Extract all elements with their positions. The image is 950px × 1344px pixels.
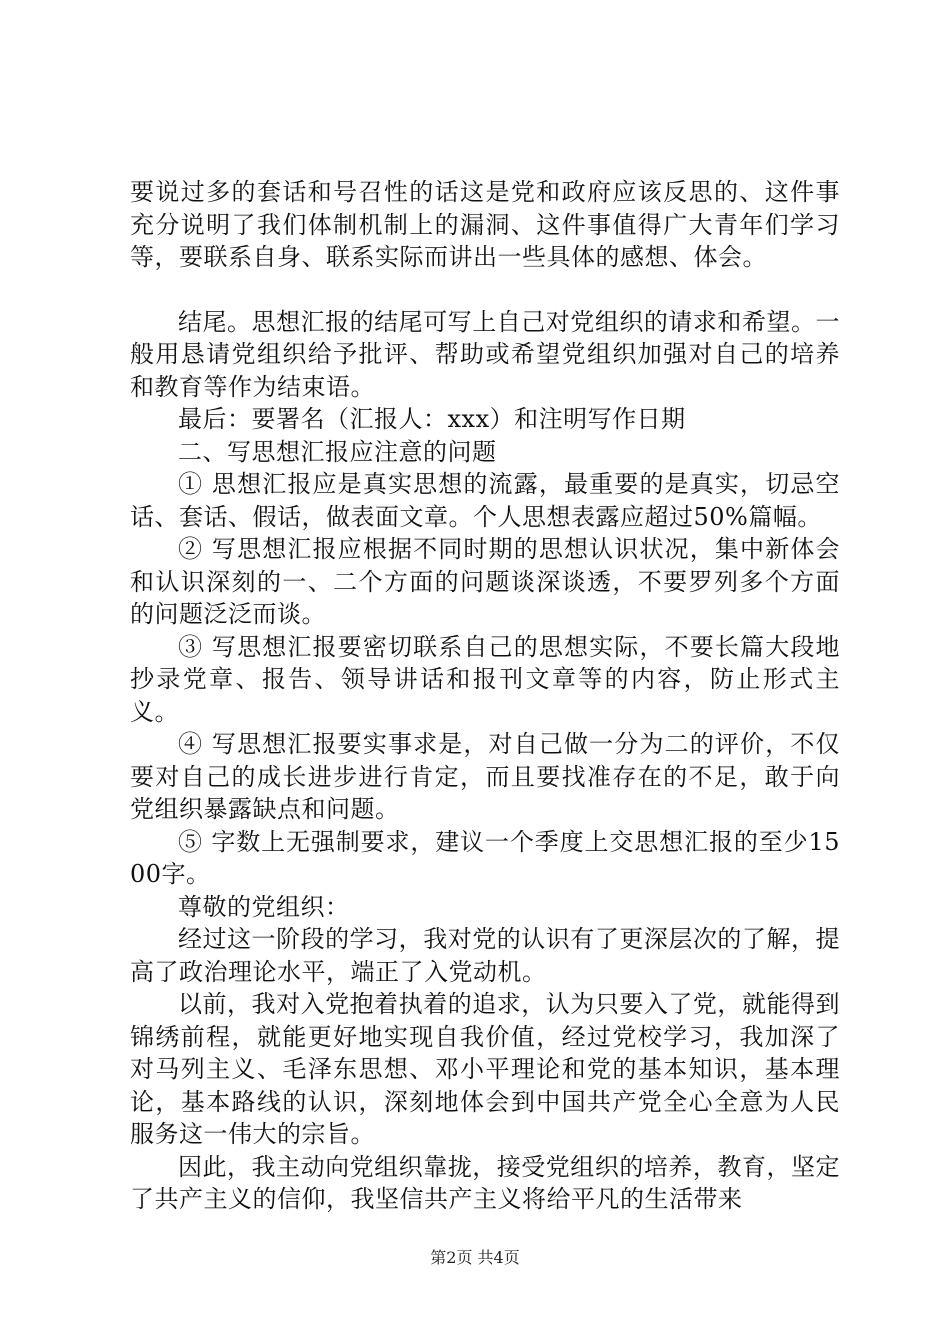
paragraph: 以前，我对入党抱着执着的追求，认为只要入了党，就能得到锦绣前程，就能更好地实现自我价值，经过党校学习，我加深了对马列主义、毛泽东思想、邓小平理论和党的基本知识，基本理论，基本路线的认识，深刻地体会到中国共产党全心全意为人民服务这一伟大的宗旨。 <box>130 990 840 1148</box>
list-item: ④ 写思想汇报要实事求是，对自己做一分为二的评价，不仅要对自己的成长进步进行肯定，而且要找准存在的不足，敢于向党组织暴露缺点和问题。 <box>130 730 840 823</box>
section-heading: 二、写思想汇报应注意的问题 <box>178 437 497 466</box>
salutation: 尊敬的党组织： <box>178 892 350 921</box>
paragraph: 因此，我主动向党组织靠拢，接受党组织的培养，教育，坚定了共产主义的信仰，我坚信共产主义将给平凡的生活带来 <box>130 1152 840 1213</box>
document-body <box>130 176 840 1216</box>
list-item: ③ 写思想汇报要密切联系自己的思想实际，不要长篇大段地抄录党章、报告、领导讲话和报刊文章等的内容，防止形式主义。 <box>130 632 840 726</box>
list-item: ① 思想汇报应是真实思想的流露，最重要的是真实，切忌空话、套话、假话，做表面文章。个人思想表露应超过50%篇幅。 <box>130 470 840 531</box>
paragraph: 结尾。思想汇报的结尾可写上自己对党组织的请求和希望。一般用恳请党组织给予批评、帮助或希望党组织加强对自己的培养和教育等作为结束语。 <box>130 307 840 401</box>
list-item: ② 写思想汇报应根据不同时期的思想认识状况，集中新体会和认识深刻的一、二个方面的问题谈深谈透，不要罗列多个方面的问题泛泛而谈。 <box>130 535 840 628</box>
list-item: ⑤ 字数上无强制要求，建议一个季度上交思想汇报的至少1500字。 <box>130 827 840 888</box>
paragraph: 最后：要署名（汇报人：xxx）和注明写作日期 <box>178 405 686 433</box>
paragraph: 要说过多的套话和号召性的话这是党和政府应该反思的、这件事充分说明了我们体制机制上的漏洞、这件事值得广大青年们学习等，要联系自身、联系实际而讲出一些具体的感想、体会。 <box>130 178 840 271</box>
paragraph: 经过这一阶段的学习，我对党的认识有了更深层次的了解，提高了政治理论水平，端正了入党动机。 <box>130 925 840 986</box>
page-number: 第2页 共4页 <box>430 1248 520 1267</box>
